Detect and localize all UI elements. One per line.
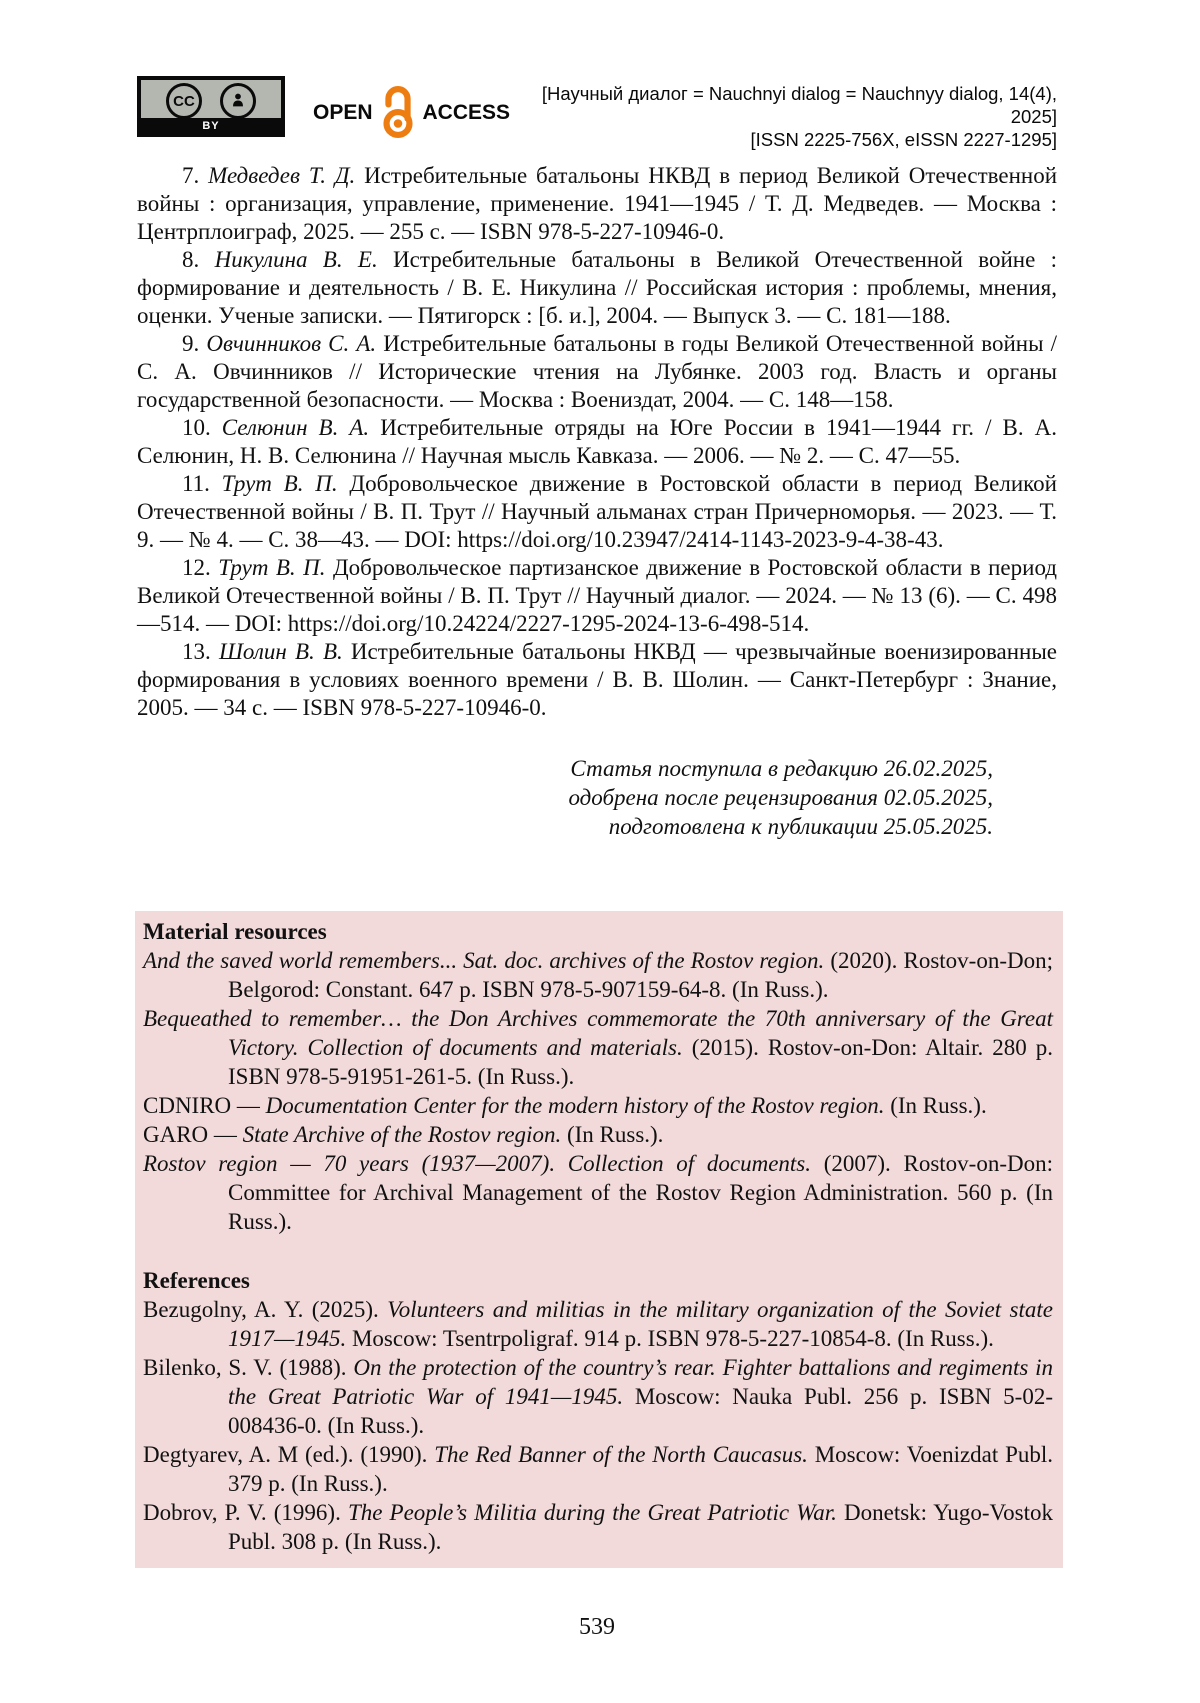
references-list: [143, 1295, 1053, 1556]
reference-entry-en: Dobrov, P. V. (1996). The People’s Militia during the Great Patriotic War. Donetsk: Yugo-Vostok Publ. 308 p. (In Russ.).: [143, 1500, 1053, 1554]
open-access-logo: [313, 86, 510, 140]
material-resource-entry: GARO — State Archive of the Rostov region. (In Russ.).: [143, 1122, 664, 1147]
journal-page: [137, 0, 1057, 1641]
journal-issn-line: [ISSN 2225-756X, eISSN 2227-1295]: [750, 129, 1057, 150]
open-lock-icon: [377, 86, 419, 140]
reference-entry-ru: 11. Трут В. П. Добровольческое движение в Ростовской области в период Великой Отечественной войны / В. П. Трут // Научный альманах стран Причерноморья. — 2023. — Т. 9. — № 4. — С. 38—43. — DOI: https://doi.org/10.23947/2414-1143-2023-9-4-38-43.: [137, 471, 1057, 552]
material-resource-entry: CDNIRO — Documentation Center for the modern history of the Rostov region. (In Russ.).: [143, 1093, 987, 1118]
date-prepared-line: подготовлена к публикации 25.05.2025.: [608, 814, 993, 839]
reference-entry-ru: 12. Трут В. П. Добровольческое партизанское движение в Ростовской области в период Великой Отечественной войны / В. П. Трут // Научный диалог. — 2024. — № 13 (6). — С. 498—514. — DOI: https://doi.org/10.24224/2227-1295-2024-13-6-498-514.: [137, 555, 1057, 636]
material-resources-heading: Material resources: [143, 919, 327, 944]
journal-citation: [510, 82, 1057, 151]
cc-icon: CC: [166, 83, 202, 119]
material-resources-list: [143, 946, 1053, 1236]
material-resource-entry: And the saved world remembers... Sat. doc. archives of the Rostov region. (2020). Rostov-on-Don; Belgorod: Constant. 647 p. ISBN 978-5-907159-64-8. (In Russ.).: [143, 948, 1053, 1002]
reference-entry-en: Bezugolny, A. Y. (2025). Volunteers and militias in the military organization of the Soviet state 1917—1945. Moscow: Tsentrpoligraf. 914 p. ISBN 978-5-227-10854-8. (In Russ.).: [143, 1297, 1053, 1351]
open-access-access-label: ACCESS: [422, 101, 511, 124]
date-received-line: Статья поступила в редакцию 26.02.2025,: [570, 756, 993, 781]
russian-references-list: [137, 162, 1057, 722]
page-number: 539: [579, 1614, 615, 1640]
open-access-open-label: OPEN: [313, 101, 373, 124]
reference-entry-ru: 13. Шолин В. В. Истребительные батальоны НКВД — чрезвычайные военизированные формирования в условиях военного времени / В. В. Шолин. — Санкт-Петербург : Знание, 2005. — 34 с. — ISBN 978-5-227-10946-0.: [137, 639, 1058, 720]
cc-by-license-badge: [137, 76, 285, 137]
date-approved-line: одобрена после рецензирования 02.05.2025,: [568, 785, 993, 810]
submission-dates: [137, 754, 1057, 841]
reference-entry-ru: 7. Медведев Т. Д. Истребительные батальоны НКВД в период Великой Отечественной войны : организация, управление, применение. 1941—1945 / Т. Д. Медведев. — Москва : Центрплоиграф, 2025. — 255 с. — ISBN 978-5-227-10946-0.: [137, 163, 1057, 244]
references-heading: References: [143, 1268, 250, 1293]
material-resource-entry: Rostov region — 70 years (1937—2007). Collection of documents. (2007). Rostov-on-Don: Committee for Archival Management of the Rostov Region Administration. 560 p. (In Russ.).: [143, 1151, 1053, 1234]
person-icon: [220, 83, 256, 119]
highlighted-sources-block: [135, 911, 1063, 1568]
journal-citation-line: [Научный диалог = Nauchnyi dialog = Nauchnyy dialog, 14(4), 2025]: [541, 83, 1057, 127]
material-resource-entry: Bequeathed to remember… the Don Archives commemorate the 70th anniversary of the Great Victory. Collection of documents and materials. (2015). Rostov-on-Don: Altair. 280 p. ISBN 978-5-91951-261-5. (In Russ.).: [143, 1006, 1053, 1089]
reference-entry-en: Bilenko, S. V. (1988). On the protection of the country’s rear. Fighter battalions and regiments in the Great Patriotic War of 1941—1945. Moscow: Nauka Publ. 256 p. ISBN 5-02-008436-0. (In Russ.).: [143, 1355, 1053, 1438]
reference-entry-ru: 9. Овчинников С. А. Истребительные батальоны в годы Великой Отечественной войны / С. А. Овчинников // Исторические чтения на Лубянке. 2003 год. Власть и органы государственной безопасности. — Москва : Воениздат, 2004. — С. 148—158.: [137, 331, 1057, 412]
reference-entry-en: Degtyarev, A. M (ed.). (1990). The Red Banner of the North Caucasus. Moscow: Voenizdat Publ. 379 p. (In Russ.).: [143, 1442, 1054, 1496]
reference-entry-ru: 8. Никулина В. Е. Истребительные батальоны в Великой Отечественной войне : формирование и деятельность / В. Е. Никулина // Российская история : проблемы, мнения, оценки. Ученые записки. — Пятигорск : [б. и.], 2004. — Выпуск 3. — С. 181—188.: [137, 247, 1058, 328]
cc-by-label: BY: [141, 118, 281, 133]
page-header: [137, 76, 1057, 150]
reference-entry-ru: 10. Селюнин В. А. Истребительные отряды на Юге России в 1941—1944 гг. / В. А. Селюнин, Н. В. Селюнина // Научная мысль Кавказа. — 2006. — № 2. — С. 47—55.: [137, 415, 1058, 468]
